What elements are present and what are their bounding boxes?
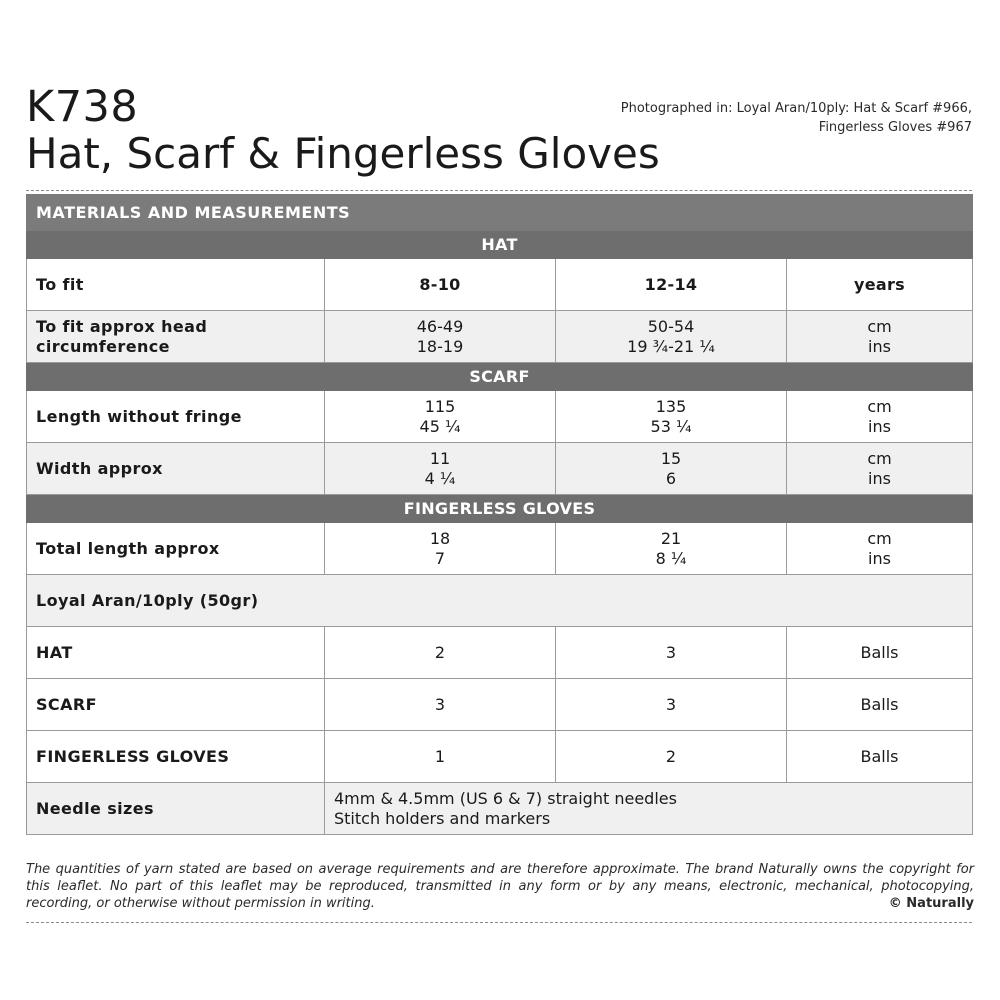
cell-unit	[787, 391, 973, 443]
section-heading-scarf: SCARF	[27, 363, 973, 391]
unit-cm: cm	[867, 396, 892, 416]
unit-cm: cm	[867, 316, 892, 336]
value-in: 45 ¼	[419, 416, 461, 436]
section-heading-gloves: FINGERLESS GLOVES	[27, 495, 973, 523]
needle-line: 4mm & 4.5mm (US 6 & 7) straight needles	[334, 788, 677, 808]
section-row-scarf	[27, 363, 973, 391]
photographed-in-note	[621, 99, 972, 137]
unit-in: ins	[868, 548, 891, 568]
disclaimer-block	[26, 861, 974, 912]
table-row	[27, 391, 973, 443]
cell-unit: Balls	[787, 679, 973, 731]
unit-in: ins	[868, 468, 891, 488]
value-cm: 135	[655, 396, 687, 416]
copyright-notice: © Naturally	[888, 896, 974, 911]
table-row	[27, 523, 973, 575]
row-label-line: To fit approx head	[36, 316, 208, 336]
table-row	[27, 627, 973, 679]
unit-cm: cm	[867, 448, 892, 468]
table-row	[27, 731, 973, 783]
yarn-heading: Loyal Aran/10ply (50gr)	[27, 575, 973, 627]
photographed-in-line-2: Fingerless Gloves #967	[818, 120, 972, 135]
cell-size-2	[556, 443, 787, 495]
table-row	[27, 259, 973, 311]
table-row	[27, 311, 973, 363]
row-label: Needle sizes	[27, 783, 325, 835]
row-label: To fit	[27, 259, 325, 311]
cell-unit: Balls	[787, 731, 973, 783]
row-label: FINGERLESS GLOVES	[27, 731, 325, 783]
pattern-code: K738	[26, 82, 139, 132]
pattern-title: Hat, Scarf & Fingerless Gloves	[26, 129, 660, 178]
row-label: Width approx	[27, 443, 325, 495]
value-in: 53 ¼	[650, 416, 692, 436]
row-label: SCARF	[27, 679, 325, 731]
size-heading-1: 8-10	[325, 259, 556, 311]
cell-size-2	[556, 523, 787, 575]
yarn-heading-row	[27, 575, 973, 627]
value-in: 4 ¼	[424, 468, 456, 488]
value-in: 19 ¾-21 ¼	[627, 336, 715, 356]
value-in: 7	[434, 548, 446, 568]
cell-unit	[787, 311, 973, 363]
bottom-dashed-divider	[26, 922, 972, 923]
photographed-in-line-1: Photographed in: Loyal Aran/10ply: Hat & Scarf #966,	[620, 101, 972, 116]
value-cm: 115	[424, 396, 456, 416]
value-in: 6	[665, 468, 677, 488]
row-label: Total length approx	[27, 523, 325, 575]
materials-table	[26, 194, 973, 835]
row-label	[27, 311, 325, 363]
cell-size-2	[556, 311, 787, 363]
top-dashed-divider	[26, 190, 972, 191]
value-cm: 11	[429, 448, 451, 468]
cell-size-1: 2	[325, 627, 556, 679]
cell-size-1: 3	[325, 679, 556, 731]
row-label-line: circumference	[36, 336, 170, 356]
cell-unit	[787, 523, 973, 575]
disclaimer-text: The quantities of yarn stated are based on average requirements and are therefore approximate. The brand Naturally owns the copyright for this leaflet. No part of this leaflet may be reproduced, transmitted in any form or by any means, electronic, mechanical, photocopying, recording, or otherwise without permission in writing.	[26, 862, 974, 911]
size-heading-2: 12-14	[556, 259, 787, 311]
table-row	[27, 443, 973, 495]
value-cm: 50-54	[647, 316, 695, 336]
table-row	[27, 679, 973, 731]
value-in: 8 ¼	[655, 548, 687, 568]
value-cm: 21	[660, 528, 682, 548]
cell-unit	[787, 443, 973, 495]
section-row-hat	[27, 231, 973, 259]
cell-size-2	[556, 391, 787, 443]
cell-size-1	[325, 311, 556, 363]
holders-line: Stitch holders and markers	[334, 808, 551, 828]
value-in: 18-19	[416, 336, 464, 356]
cell-size-1: 1	[325, 731, 556, 783]
table-row	[27, 783, 973, 835]
unit-in: ins	[868, 336, 891, 356]
section-row-gloves	[27, 495, 973, 523]
row-label: Length without fringe	[27, 391, 325, 443]
cell-size-1	[325, 391, 556, 443]
unit-heading: years	[787, 259, 973, 311]
cell-size-2: 3	[556, 679, 787, 731]
materials-banner-row	[27, 195, 973, 231]
unit-in: ins	[868, 416, 891, 436]
needle-details	[325, 783, 973, 835]
cell-unit: Balls	[787, 627, 973, 679]
section-heading-hat: HAT	[27, 231, 973, 259]
value-cm: 15	[660, 448, 682, 468]
row-label: HAT	[27, 627, 325, 679]
cell-size-1	[325, 443, 556, 495]
unit-cm: cm	[867, 528, 892, 548]
value-cm: 46-49	[416, 316, 464, 336]
cell-size-2: 2	[556, 731, 787, 783]
materials-banner: MATERIALS AND MEASUREMENTS	[27, 195, 973, 231]
cell-size-1	[325, 523, 556, 575]
value-cm: 18	[429, 528, 451, 548]
cell-size-2: 3	[556, 627, 787, 679]
